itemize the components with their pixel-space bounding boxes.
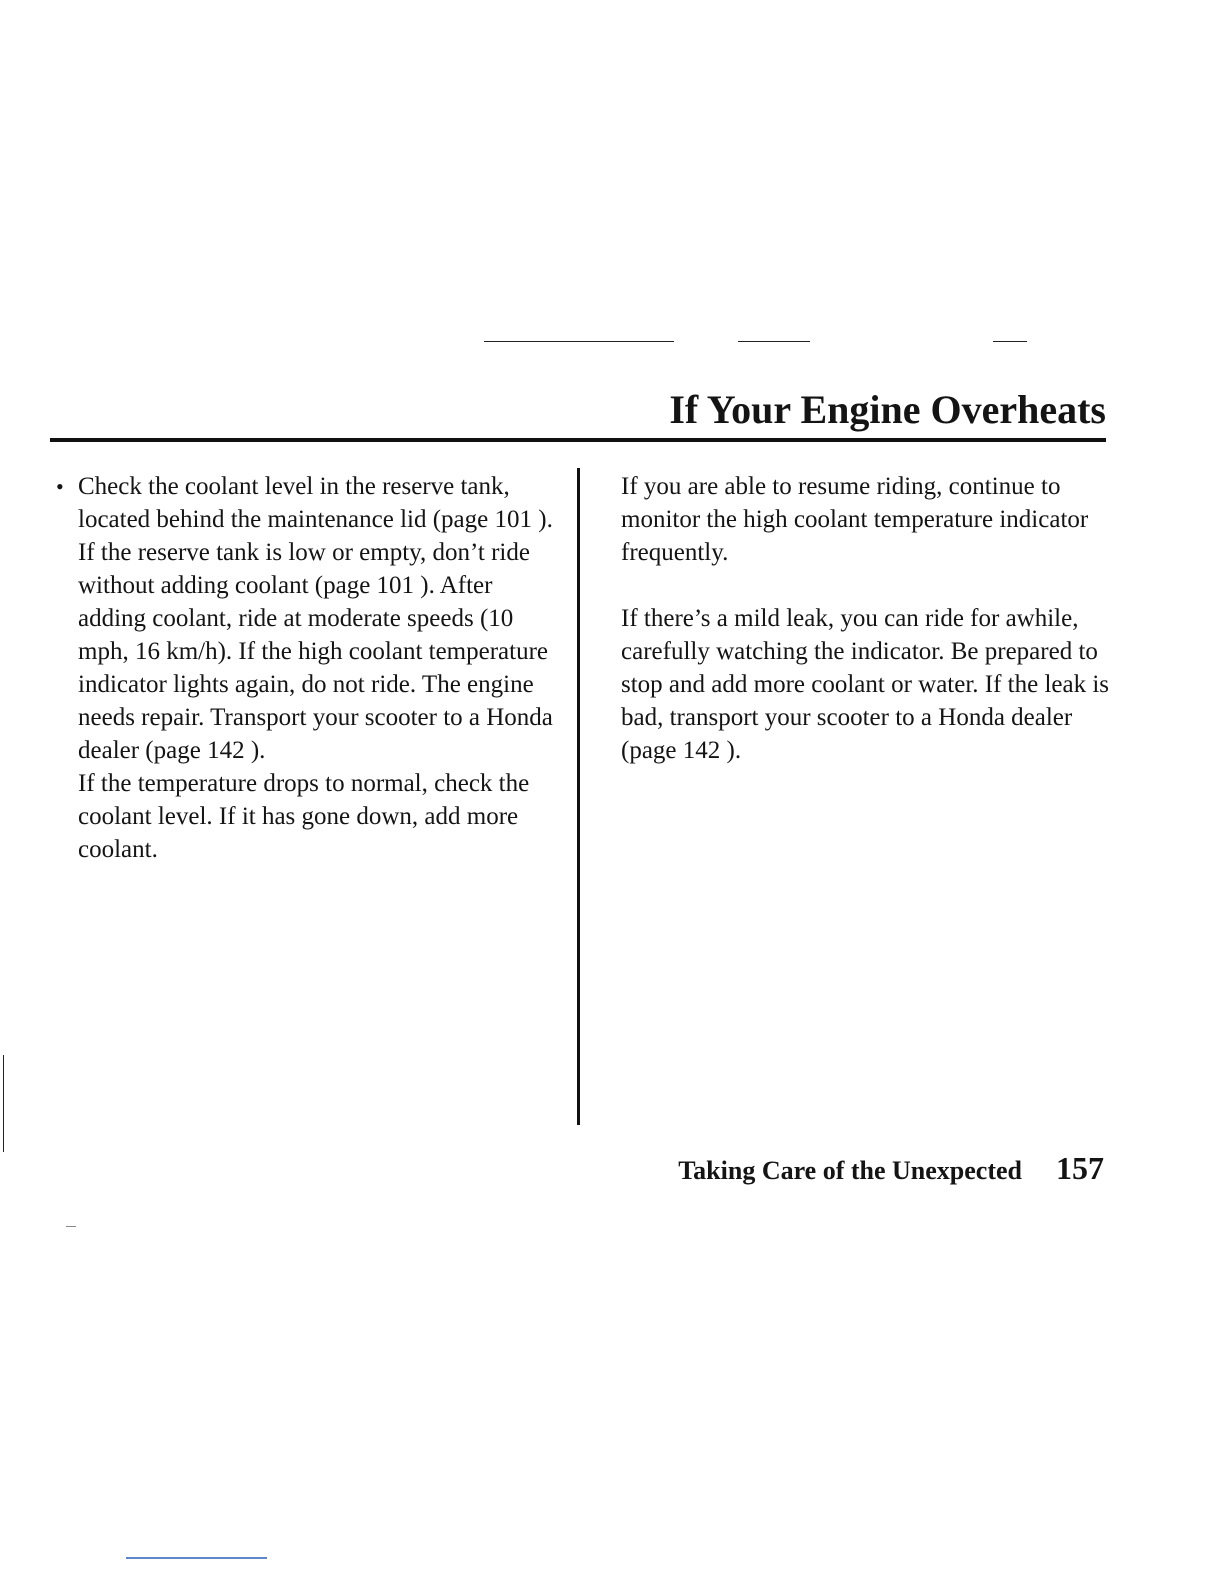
page-footer xyxy=(678,1150,1104,1187)
bullet-body xyxy=(78,470,556,866)
bullet-item xyxy=(56,470,556,866)
scan-mark-3 xyxy=(993,341,1027,342)
scan-mark-2 xyxy=(738,341,810,342)
scan-mark-blue xyxy=(126,1557,267,1559)
bullet-paragraph-3: If the temperature drops to normal, check the coolant level. If it has gone down, add more coolant. xyxy=(78,770,530,863)
header-rule xyxy=(50,438,1106,442)
footer-section-title: Taking Care of the Unexpected xyxy=(678,1156,1022,1185)
scan-mark-1 xyxy=(484,341,674,342)
bullet-icon: • xyxy=(56,474,64,499)
right-paragraph-2: If there’s a mild leak, you can ride for awhile, carefully watching the indicator. Be prepared to stop and add more coolant or water. If the leak is bad, transport your scooter to a Honda dealer (page 142 ). xyxy=(621,605,1110,764)
page-title: If Your Engine Overheats xyxy=(669,387,1106,432)
column-divider xyxy=(577,468,580,1125)
scan-mark-dash xyxy=(66,1226,76,1227)
scan-mark-margin xyxy=(3,1055,4,1152)
bullet-paragraph-2: If the reserve tank is low or empty, don’t ride without adding coolant (page 101 ). After adding coolant, ride at moderate speeds (10 mph, 16 km/h). If the high coolant temperature indicator lights again, do not ride. The engine needs repair. Transport your scooter to a Honda dealer (page 142 ). xyxy=(78,539,553,764)
right-column xyxy=(621,470,1111,767)
right-paragraph-1: If you are able to resume riding, continue to monitor the high coolant temperature indicator frequently. xyxy=(621,473,1089,566)
left-column xyxy=(56,470,556,866)
bullet-paragraph-1: Check the coolant level in the reserve tank, located behind the maintenance lid (page 101 ). xyxy=(78,473,553,533)
page-number: 157 xyxy=(1056,1150,1104,1186)
